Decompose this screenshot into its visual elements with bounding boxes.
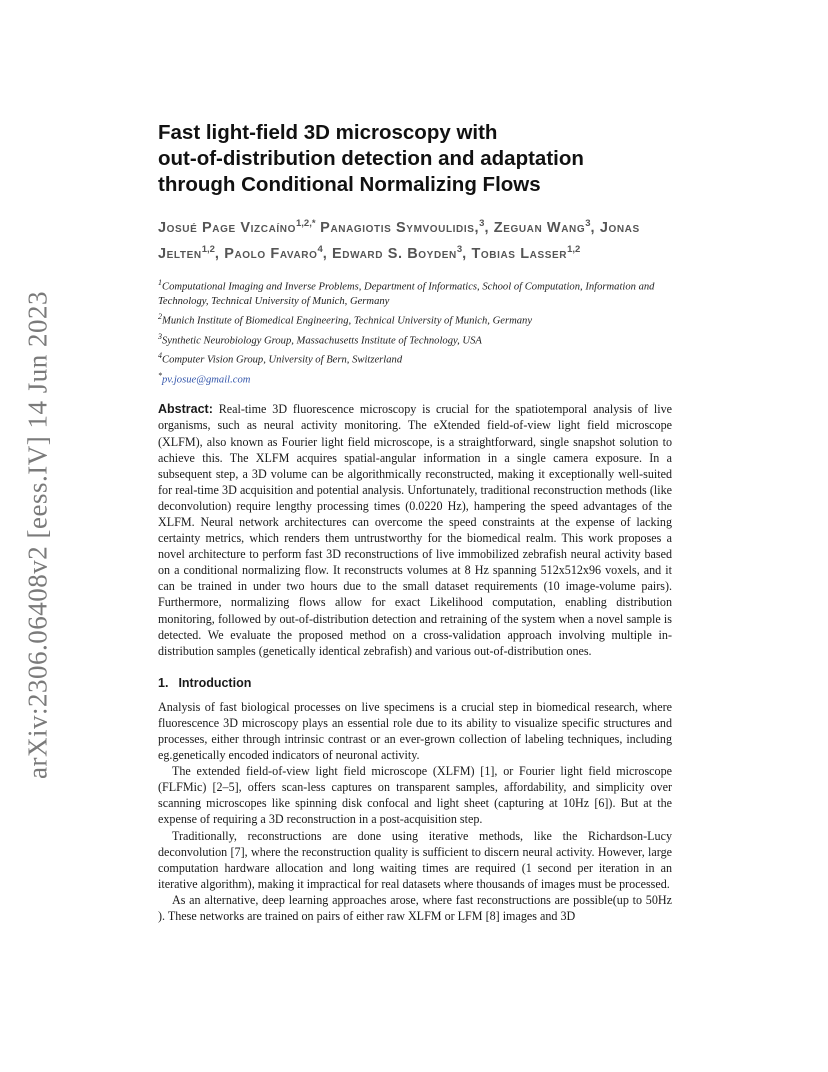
paper-page: [158, 120, 672, 924]
arxiv-sidebar: [18, 290, 58, 780]
author: Paolo Favaro$^4$: [224, 243, 323, 262]
abstract-text: Real-time 3D fluorescence microscopy is crucial for the spatiotemporal analysis of live organisms, such as neural activity monitoring. The eXtended field-of-view light field microscope (XLFM), also known as Fourier light field microscope, is a straightforward, single snapshot solution to achieve this. The XLFM acquires spatial-angular information in a single camera exposure. In a subsequent step, a 3D volume can be algorithmically reconstructed, making it exceptionally well-suited for real-time 3D acquisition and potential analysis. Unfortunately, traditional reconstruction methods (like deconvolution) require lengthy processing times (0.0220 Hz), hampering the speed advantages of the XLFM. Neural network architectures can overcome the speed constraints at the expense of lacking certainty metrics, which renders them untrustworthy for the biomedical realm. This work proposes a novel architecture to perform fast 3D reconstructions of live immobilized zebrafish neural activity based on a conditional normalizing flow. It reconstructs volumes at 8 Hz spanning 512x512x96 voxels, and it can be trained in under two hours due to the small dataset requirements (10 image-volume pairs). Furthermore, normalizing flows allow for exact Likelihood computation, enabling distribution monitoring, followed by out-of-distribution detection and retraining of the system when a novel sample is detected. We evaluate the proposed method on a cross-validation approach involving multiple in-distribution samples (genetically identical zebrafish) and various out-of-distribution ones.: [158, 402, 672, 658]
author: Josué Page Vizcaíno$^{1,2,*}$: [158, 218, 316, 236]
body-paragraph: As an alternative, deep learning approaches arose, where fast reconstructions are possible(up to 50Hz ). These networks are trained on pairs of either raw XLFM or LFM [8] images and 3D: [158, 892, 672, 924]
body-paragraph: Traditionally, reconstructions are done using iterative methods, like the Richardson-Lucy deconvolution [7], where the reconstruction quality is sufficient to discern neural activity. However, large computation hardware allocation and long waiting times are required (1 second per iteration in an iterative algorithm), making it impractical for real datasets where thousands of images must be processed.: [158, 828, 672, 891]
paper-title: [158, 120, 672, 198]
affiliation: $^1$Computational Imaging and Inverse Problems, Department of Informatics, School of Computation, Information and Technology, Technical University of Munich, Germany: [158, 277, 655, 308]
author: Panagiotis Symvoulidis,$^3$: [320, 218, 485, 236]
body-paragraph: The extended field-of-view light field microscope (XLFM) [1], or Fourier light field microscope (FLFMic) [2–5], offers scan-less captures on transparent samples, affordability, and simplicity over scanning microscopes like spinning disk confocal and light sheet (capturing at 10Hz [6]). But at the expense of requiring a 3D reconstruction in a post-acquisition step.: [158, 764, 672, 827]
author: Zeguan Wang$^3$: [493, 218, 591, 236]
author-list: Josué Page Vizcaíno$^{1,2,*}$ Panagiotis Symvoulidis,$^3$, Zeguan Wang$^3$, Jonas Jelten$^{1,2}$, Paolo Favaro$^4$, Edward S. Boyden$^3$, Tobias Lasser$^{1,2}$: [158, 218, 640, 262]
abstract-label: Abstract:: [158, 402, 213, 417]
author: Edward S. Boyden$^3$: [332, 243, 463, 262]
author: Tobias Lasser$^{1,2}$: [471, 243, 581, 262]
abstract: [158, 401, 672, 659]
affiliations: [158, 275, 672, 388]
title-line: out-of-distribution detection and adaptation: [158, 147, 584, 170]
affiliation: $^3$Synthetic Neurobiology Group, Massachusetts Institute of Technology, USA: [158, 331, 482, 347]
section-heading: [158, 676, 672, 690]
author: Jonas Jelten$^{1,2}$: [158, 219, 640, 262]
section-number: 1.: [158, 675, 169, 690]
arxiv-identifier: arXiv:2306.06408v2 [eess.IV] 14 Jun 2023: [22, 291, 53, 779]
affiliation: $^2$Munich Institute of Biomedical Engineering, Technical University of Munich, Germany: [158, 312, 533, 327]
title-line: through Conditional Normalizing Flows: [158, 173, 541, 196]
body-paragraph: Analysis of fast biological processes on live specimens is a crucial step in biomedical research, where fluorescence 3D microscopy plays an essential role due to its ability to visualize specific structures and processes, either through intrinsic contrast or an ever-grown collection of labeling techniques, including eg.genetically encoded indicators of neuronal activity.: [158, 699, 672, 763]
affiliation: $^4$Computer Vision Group, University of Bern, Switzerland: [158, 351, 403, 366]
corresponding-email[interactable]: *pv.josue@gmail.com: [158, 370, 251, 386]
email-link[interactable]: pv.josue@gmail.com: [162, 374, 251, 386]
title-line: Fast light-field 3D microscopy with: [158, 121, 498, 144]
section-title: Introduction: [178, 675, 252, 690]
